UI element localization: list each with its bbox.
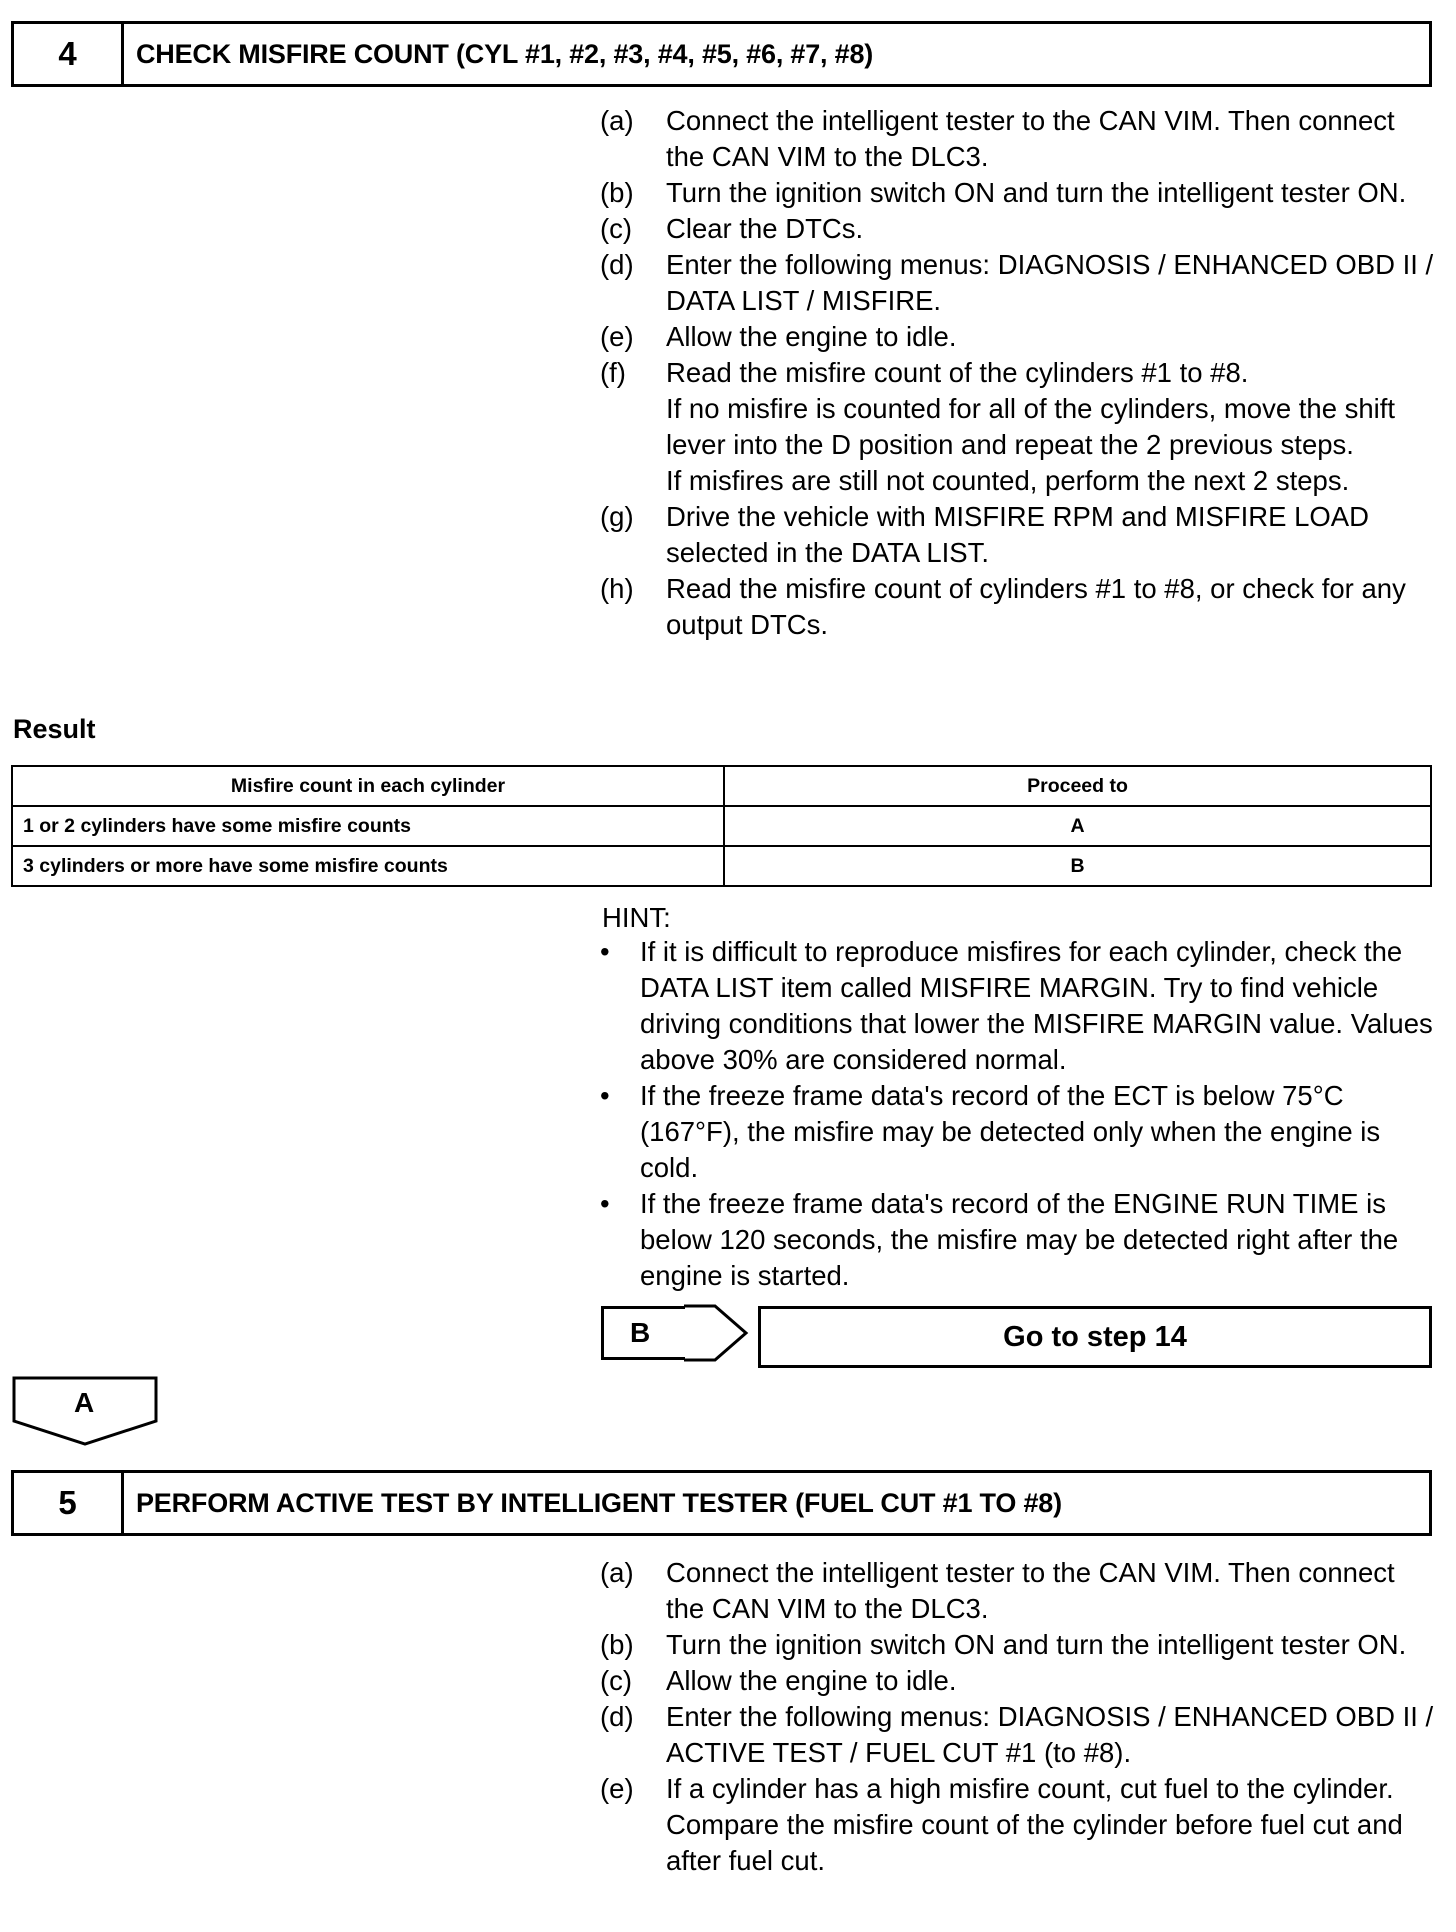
procedure-text: Connect the intelligent tester to the CAN VIM. Then connect the CAN VIM to the DLC3. <box>666 105 1395 172</box>
procedure-letter: (a) <box>600 105 634 136</box>
step-5-title: PERFORM ACTIVE TEST BY INTELLIGENT TESTER (FUEL CUT #1 TO #8) <box>136 1487 1062 1518</box>
procedure-text: Read the misfire count of the cylinders #1 to #8. <box>666 357 1249 388</box>
table-cell: 3 cylinders or more have some misfire counts <box>12 846 724 886</box>
procedure-note: If no misfire is counted for all of the cylinders, move the shift lever into the D position and repeat the 2 previous steps. <box>666 393 1396 460</box>
table-cell: A <box>724 806 1431 846</box>
arrow-right-icon <box>680 1302 750 1364</box>
hint-text: If the freeze frame data's record of the ENGINE RUN TIME is below 120 seconds, the misfire may be detected right after the engine is started. <box>640 1188 1399 1291</box>
procedure-note: If misfires are still not counted, perform the next 2 steps. <box>666 465 1350 496</box>
procedure-text: Enter the following menus: DIAGNOSIS / ENHANCED OBD II / ACTIVE TEST / FUEL CUT #1 (to #8). <box>666 1701 1434 1768</box>
step-4-number: 4 <box>14 24 124 84</box>
procedure-letter: (e) <box>600 321 634 352</box>
procedure-text: Clear the DTCs. <box>666 213 864 244</box>
procedure-text: Allow the engine to idle. <box>666 321 957 352</box>
table-cell: 1 or 2 cylinders have some misfire counts <box>12 806 724 846</box>
procedure-letter: (h) <box>600 573 634 604</box>
hint-list <box>598 934 1438 1294</box>
procedure-text: Read the misfire count of cylinders #1 to #8, or check for any output DTCs. <box>666 573 1406 640</box>
flow-b-label: B <box>601 1306 685 1360</box>
step-4-procedure-list <box>600 103 1440 643</box>
result-table <box>11 765 1432 887</box>
step-5-header <box>11 1470 1432 1536</box>
hint-text: If it is difficult to reproduce misfires for each cylinder, check the DATA LIST item called MISFIRE MARGIN. Try to find vehicle driving conditions that lower the MISFIRE MARGIN value. Values above 30% are considered normal. <box>640 936 1433 1075</box>
table-row <box>12 806 1431 846</box>
bullet-icon: • <box>600 1188 610 1219</box>
procedure-item <box>600 1699 1440 1771</box>
procedure-item <box>600 355 1440 499</box>
procedure-item <box>600 499 1440 571</box>
procedure-item <box>600 1555 1440 1627</box>
table-cell: B <box>724 846 1431 886</box>
goto-step-14-text: Go to step 14 <box>1003 1320 1187 1353</box>
procedure-letter: (d) <box>600 249 634 280</box>
procedure-item <box>600 211 1440 247</box>
procedure-text: Turn the ignition switch ON and turn the intelligent tester ON. <box>666 1629 1407 1660</box>
hint-item <box>598 934 1438 1078</box>
hint-item <box>598 1186 1438 1294</box>
procedure-item <box>600 175 1440 211</box>
procedure-item <box>600 319 1440 355</box>
procedure-letter: (e) <box>600 1773 634 1804</box>
procedure-text: Turn the ignition switch ON and turn the intelligent tester ON. <box>666 177 1407 208</box>
hint-title: HINT: <box>602 902 671 933</box>
procedure-letter: (c) <box>600 1665 633 1696</box>
table-header-cell: Misfire count in each cylinder <box>12 766 724 806</box>
procedure-item <box>600 1627 1440 1663</box>
table-header-cell: Proceed to <box>724 766 1431 806</box>
procedure-text: Drive the vehicle with MISFIRE RPM and MISFIRE LOAD selected in the DATA LIST. <box>666 501 1369 568</box>
procedure-text: Allow the engine to idle. <box>666 1665 957 1696</box>
bullet-icon: • <box>600 936 610 967</box>
procedure-letter: (a) <box>600 1557 634 1588</box>
step-4-header <box>11 21 1432 87</box>
procedure-letter: (b) <box>600 177 634 208</box>
procedure-letter: (b) <box>600 1629 634 1660</box>
flow-a-label: A <box>74 1387 95 1418</box>
procedure-letter: (f) <box>600 357 626 388</box>
goto-step-14-box <box>758 1306 1432 1368</box>
procedure-text: Connect the intelligent tester to the CAN VIM. Then connect the CAN VIM to the DLC3. <box>666 1557 1395 1624</box>
bullet-icon: • <box>600 1080 610 1111</box>
step-4-title: CHECK MISFIRE COUNT (CYL #1, #2, #3, #4, #5, #6, #7, #8) <box>136 38 874 69</box>
procedure-item <box>600 1663 1440 1699</box>
procedure-item <box>600 103 1440 175</box>
procedure-letter: (g) <box>600 501 634 532</box>
step-5-number: 5 <box>14 1473 124 1533</box>
step-5-procedure-list <box>600 1555 1440 1879</box>
table-row <box>12 846 1431 886</box>
procedure-item <box>600 571 1440 643</box>
procedure-letter: (c) <box>600 213 633 244</box>
result-label: Result <box>13 714 96 744</box>
hint-text: If the freeze frame data's record of the ECT is below 75°C (167°F), the misfire may be detected only when the engine is cold. <box>640 1080 1381 1183</box>
procedure-text: Enter the following menus: DIAGNOSIS / ENHANCED OBD II / DATA LIST / MISFIRE. <box>666 249 1434 316</box>
procedure-item <box>600 1771 1440 1879</box>
procedure-letter: (d) <box>600 1701 634 1732</box>
table-header-row <box>12 766 1431 806</box>
hint-item <box>598 1078 1438 1186</box>
procedure-text: If a cylinder has a high misfire count, cut fuel to the cylinder. Compare the misfire count of the cylinder before fuel cut and after fuel cut. <box>666 1773 1403 1876</box>
procedure-item <box>600 247 1440 319</box>
